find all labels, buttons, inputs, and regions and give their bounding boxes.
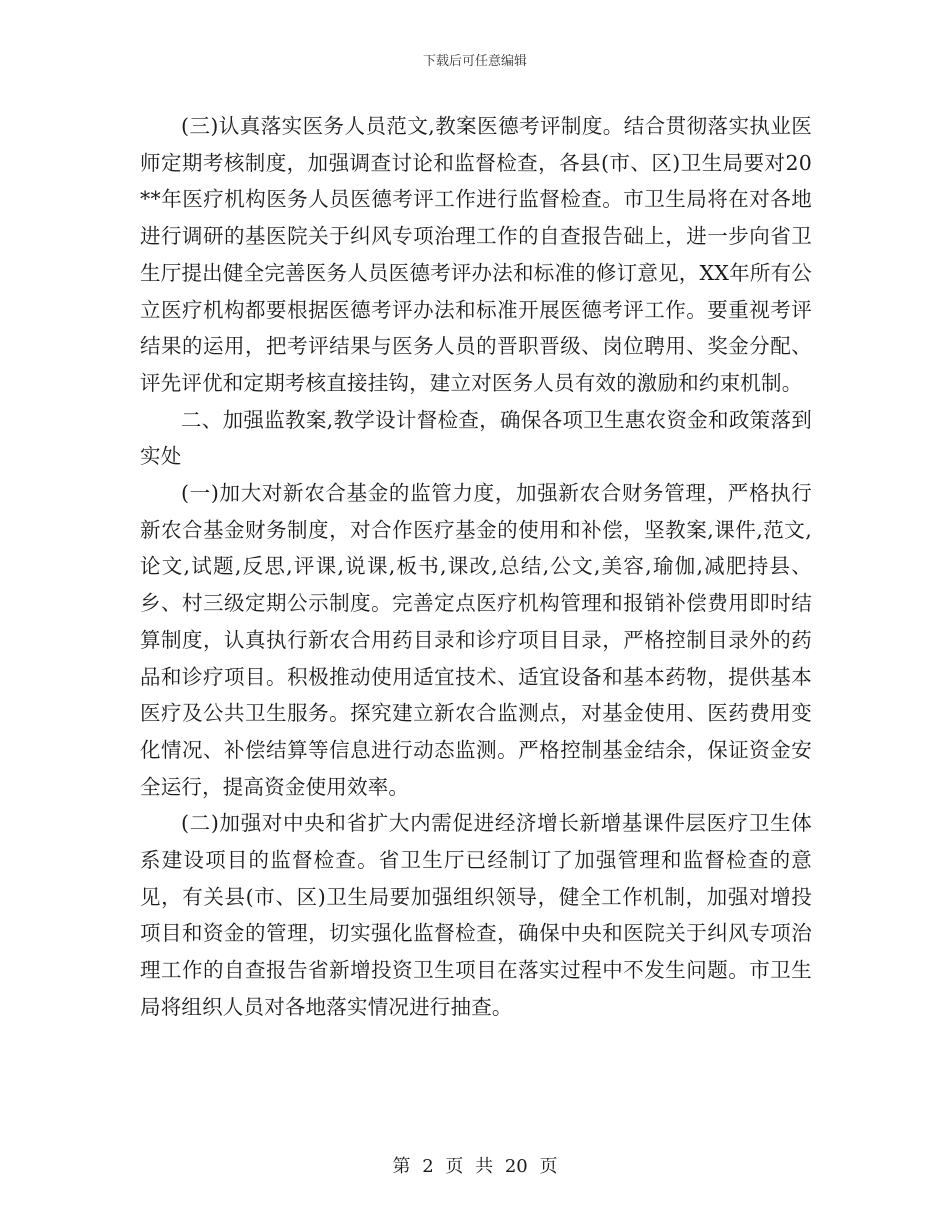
- section-heading-supervision: 二、加强监教案,教学设计督检查，确保各项卫生惠农资金和政策落到实处: [140, 407, 812, 469]
- document-body: [140, 108, 812, 1026]
- page-header-note: 下载后可任意编辑: [422, 54, 527, 69]
- paragraph-ncms-fund-supervision: (一)加大对新农合基金的监管力度，加强新农合财务管理，严格执行新农合基金财务制度，对合作医疗基金的使用和补偿，坚教案,课件,范文,论文,试题,反思,评课,说课,板书,课改,总结,公文,美容,瑜伽,减肥持县、乡、村三级定期公示制度。完善定点医疗机构管理和报销补偿费用即时结算制度，认真执行新农合用药目录和诊疗项目目录，严格控制目录外的药品和诊疗项目。积极推动使用适宜技术、适宜设备和基本药物，提供基本医疗及公共卫生服务。探究建立新农合监测点，对基金使用、医药费用变化情况、补偿结算等信息进行动态监测。严格控制基金结余，保证资金安全运行，提高资金使用效率。: [140, 481, 812, 799]
- paragraph-medical-ethics-evaluation: (三)认真落实医务人员范文,教案医德考评制度。结合贯彻落实执业医师定期考核制度，加强调查讨论和监督检查，各县(市、区)卫生局要对20**年医疗机构医务人员医德考评工作进行监督检查。市卫生局将在对各地进行调研的基医院关于纠风专项治理工作的自查报告础上，进一步向省卫生厅提出健全完善医务人员医德考评办法和标准的修订意见，XX年所有公立医疗机构都要根据医德考评办法和标准开展医德考评工作。要重视考评结果的运用，把考评结果与医务人员的晋职晋级、岗位聘用、奖金分配、评先评优和定期考核直接挂钩，建立对医务人员有效的激励和约束机制。: [140, 114, 812, 395]
- page-number-footer: 第 2 页 共 20 页: [392, 1156, 558, 1177]
- paragraph-investment-project-supervision: (二)加强对中央和省扩大内需促进经济增长新增基课件层医疗卫生体系建设项目的监督检查。省卫生厅已经制订了加强管理和监督检查的意见，有关县(市、区)卫生局要加强组织领导，健全工作机制，加强对增投项目和资金的管理，切实强化监督检查，确保中央和医院关于纠风专项治理工作的自查报告省新增投资卫生项目在落实过程中不发生问题。市卫生局将组织人员对各地落实情况进行抽查。: [140, 811, 812, 1019]
